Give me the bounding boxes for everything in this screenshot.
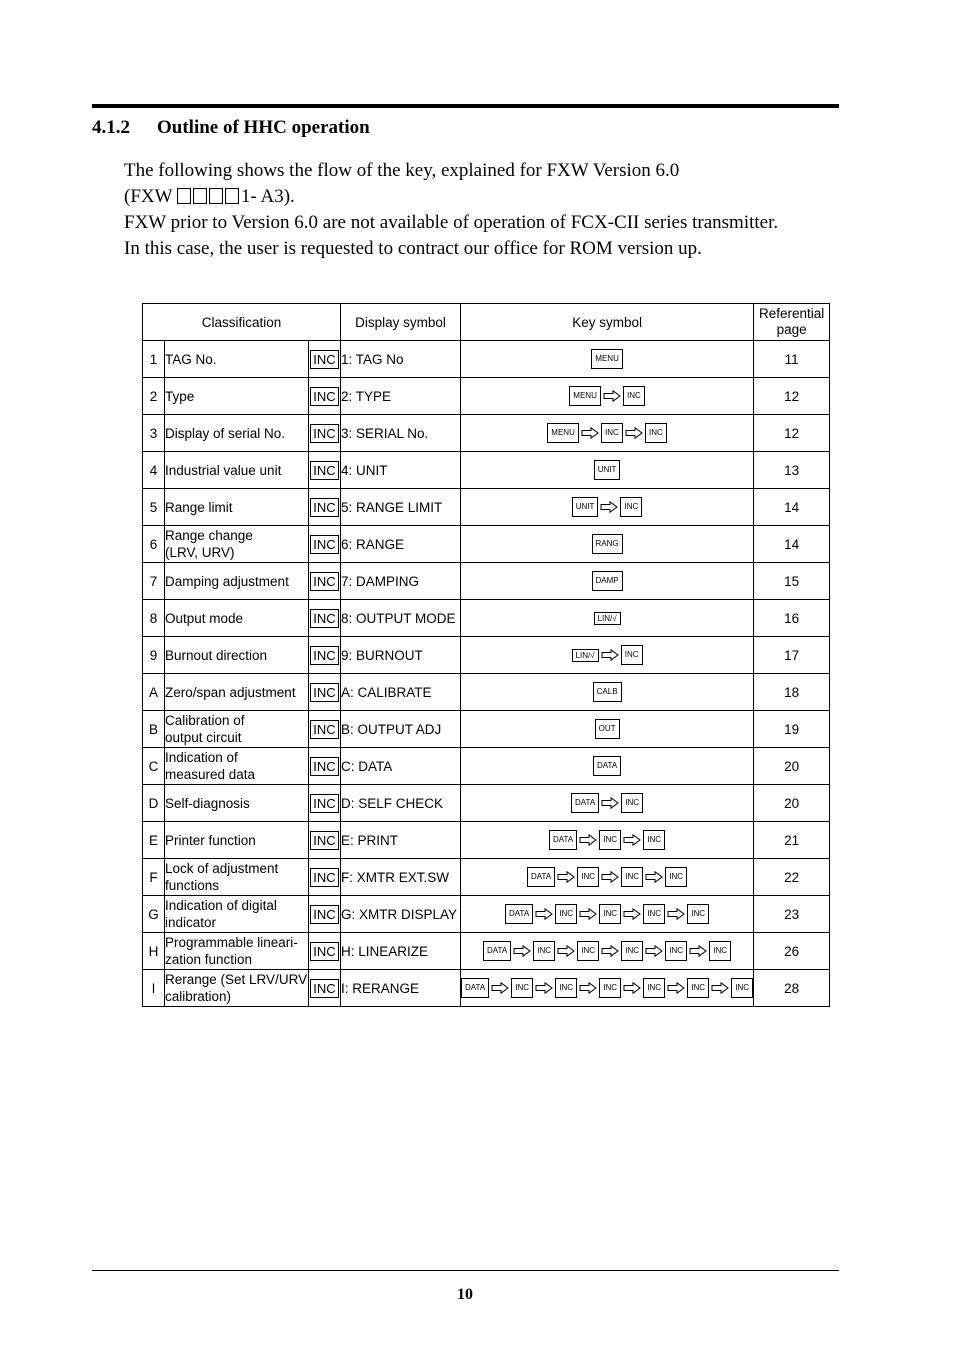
inc-key: INC bbox=[310, 350, 338, 369]
intro-paragraph bbox=[124, 158, 844, 262]
inc-key: INC bbox=[310, 683, 338, 702]
table-row bbox=[143, 748, 830, 785]
key-symbol: INC bbox=[621, 645, 643, 665]
row-key-sequence bbox=[461, 748, 754, 785]
classification-line: measured data bbox=[165, 767, 256, 782]
row-page: 18 bbox=[754, 674, 830, 711]
key-symbol: INC bbox=[665, 867, 687, 887]
key-symbol: INC bbox=[599, 830, 621, 850]
bottom-rule bbox=[92, 1270, 839, 1271]
table-row bbox=[143, 563, 830, 600]
row-key-sequence bbox=[461, 452, 754, 489]
arrow-right-icon bbox=[557, 945, 575, 957]
classification-line: indicator bbox=[165, 915, 217, 930]
row-key-sequence bbox=[461, 822, 754, 859]
key-symbol: RANG bbox=[592, 534, 623, 554]
classification-line: Damping adjustment bbox=[165, 573, 289, 589]
row-inc-cell bbox=[309, 526, 341, 563]
classification-line: Indication of digital bbox=[165, 898, 277, 913]
table-row bbox=[143, 970, 830, 1007]
key-symbol: INC bbox=[620, 497, 642, 517]
arrow-right-icon bbox=[623, 908, 641, 920]
intro-line-2-prefix: (FXW bbox=[124, 186, 173, 207]
row-page: 22 bbox=[754, 859, 830, 896]
inc-key: INC bbox=[310, 794, 338, 813]
key-symbol: INC bbox=[687, 904, 709, 924]
row-key-sequence bbox=[461, 489, 754, 526]
key-symbol: OUT bbox=[595, 719, 620, 739]
row-classification bbox=[165, 526, 309, 563]
row-key-sequence bbox=[461, 711, 754, 748]
row-key-sequence bbox=[461, 341, 754, 378]
row-page: 26 bbox=[754, 933, 830, 970]
arrow-right-icon bbox=[623, 834, 641, 846]
page-number: 10 bbox=[457, 1286, 473, 1303]
row-inc-cell bbox=[309, 785, 341, 822]
row-inc-cell bbox=[309, 896, 341, 933]
arrow-right-icon bbox=[601, 871, 619, 883]
row-page: 12 bbox=[754, 415, 830, 452]
key-symbol: INC bbox=[621, 793, 643, 813]
classification-line: Printer function bbox=[165, 832, 256, 848]
arrow-right-icon bbox=[667, 982, 685, 994]
row-display-symbol: 7: DAMPING bbox=[341, 563, 461, 600]
section-heading bbox=[92, 117, 370, 139]
row-inc-cell bbox=[309, 674, 341, 711]
table-header-row bbox=[143, 304, 830, 341]
row-classification bbox=[165, 452, 309, 489]
inc-key: INC bbox=[310, 387, 338, 406]
table-row bbox=[143, 933, 830, 970]
row-classification bbox=[165, 341, 309, 378]
row-display-symbol: 2: TYPE bbox=[341, 378, 461, 415]
row-display-symbol: H: LINEARIZE bbox=[341, 933, 461, 970]
row-page: 28 bbox=[754, 970, 830, 1007]
classification-line: zation function bbox=[165, 952, 253, 967]
header-classification: Classification bbox=[143, 304, 341, 341]
row-inc-cell bbox=[309, 489, 341, 526]
inc-key: INC bbox=[310, 461, 338, 480]
inc-key: INC bbox=[310, 424, 338, 443]
row-classification bbox=[165, 637, 309, 674]
arrow-right-icon bbox=[600, 501, 618, 513]
row-page: 13 bbox=[754, 452, 830, 489]
key-symbol: INC bbox=[601, 423, 623, 443]
row-index: 2 bbox=[143, 378, 165, 415]
header-key-symbol: Key symbol bbox=[461, 304, 754, 341]
classification-line: Burnout direction bbox=[165, 647, 268, 663]
placeholder-box bbox=[193, 188, 207, 204]
arrow-right-icon bbox=[645, 945, 663, 957]
row-inc-cell bbox=[309, 748, 341, 785]
intro-line-4: In this case, the user is requested to contract our office for ROM version up. bbox=[124, 238, 702, 259]
arrow-right-icon bbox=[535, 908, 553, 920]
row-classification bbox=[165, 748, 309, 785]
table-row bbox=[143, 711, 830, 748]
key-symbol: UNIT bbox=[572, 497, 599, 517]
row-inc-cell bbox=[309, 711, 341, 748]
arrow-right-icon bbox=[625, 427, 643, 439]
arrow-right-icon bbox=[513, 945, 531, 957]
classification-line: Self-diagnosis bbox=[165, 795, 250, 811]
row-classification bbox=[165, 896, 309, 933]
header-display-symbol: Display symbol bbox=[341, 304, 461, 341]
classification-line: TAG No. bbox=[165, 351, 217, 367]
row-inc-cell bbox=[309, 859, 341, 896]
row-display-symbol: 4: UNIT bbox=[341, 452, 461, 489]
key-symbol: CALB bbox=[593, 682, 622, 702]
row-display-symbol: 1: TAG No bbox=[341, 341, 461, 378]
table-row bbox=[143, 526, 830, 563]
row-index: E bbox=[143, 822, 165, 859]
table-row bbox=[143, 674, 830, 711]
classification-line: Output mode bbox=[165, 610, 244, 626]
placeholder-box bbox=[177, 188, 191, 204]
key-symbol: DATA bbox=[549, 830, 577, 850]
row-inc-cell bbox=[309, 452, 341, 489]
key-symbol: INC bbox=[643, 904, 665, 924]
inc-key: INC bbox=[310, 609, 338, 628]
row-classification bbox=[165, 563, 309, 600]
inc-key: INC bbox=[310, 979, 338, 998]
classification-line: Zero/span adjustment bbox=[165, 684, 296, 700]
row-key-sequence bbox=[461, 859, 754, 896]
inc-key: INC bbox=[310, 757, 338, 776]
row-key-sequence bbox=[461, 933, 754, 970]
row-display-symbol: 6: RANGE bbox=[341, 526, 461, 563]
row-page: 20 bbox=[754, 748, 830, 785]
key-symbol: INC bbox=[621, 867, 643, 887]
table-row bbox=[143, 378, 830, 415]
row-inc-cell bbox=[309, 341, 341, 378]
row-classification bbox=[165, 785, 309, 822]
key-symbol: INC bbox=[709, 941, 731, 961]
table-row bbox=[143, 896, 830, 933]
row-inc-cell bbox=[309, 563, 341, 600]
row-key-sequence bbox=[461, 896, 754, 933]
arrow-right-icon bbox=[579, 982, 597, 994]
key-symbol: LIN/√ bbox=[572, 649, 599, 662]
row-classification bbox=[165, 822, 309, 859]
arrow-right-icon bbox=[623, 982, 641, 994]
key-symbol: UNIT bbox=[594, 460, 621, 480]
placeholder-box bbox=[225, 188, 239, 204]
row-classification bbox=[165, 933, 309, 970]
row-display-symbol: I: RERANGE bbox=[341, 970, 461, 1007]
intro-line-2 bbox=[124, 184, 844, 210]
key-symbol: MENU bbox=[569, 386, 601, 406]
classification-line: Type bbox=[165, 388, 195, 404]
classification-line: Range limit bbox=[165, 499, 233, 515]
arrow-right-icon bbox=[581, 427, 599, 439]
classification-line: output circuit bbox=[165, 730, 242, 745]
row-key-sequence bbox=[461, 563, 754, 600]
arrow-right-icon bbox=[579, 908, 597, 920]
key-symbol: INC bbox=[555, 978, 577, 998]
key-symbol: INC bbox=[511, 978, 533, 998]
row-inc-cell bbox=[309, 933, 341, 970]
row-classification bbox=[165, 600, 309, 637]
classification-line: calibration) bbox=[165, 989, 232, 1004]
table-row bbox=[143, 341, 830, 378]
arrow-right-icon bbox=[491, 982, 509, 994]
row-inc-cell bbox=[309, 415, 341, 452]
arrow-right-icon bbox=[601, 797, 619, 809]
classification-line: Calibration of bbox=[165, 713, 245, 728]
arrow-right-icon bbox=[535, 982, 553, 994]
row-display-symbol: B: OUTPUT ADJ bbox=[341, 711, 461, 748]
key-symbol: INC bbox=[623, 386, 645, 406]
key-symbol: LIN/√ bbox=[594, 612, 621, 625]
top-rule bbox=[92, 104, 839, 108]
row-key-sequence bbox=[461, 378, 754, 415]
row-page: 21 bbox=[754, 822, 830, 859]
classification-line: functions bbox=[165, 878, 220, 893]
row-classification bbox=[165, 970, 309, 1007]
row-classification bbox=[165, 674, 309, 711]
row-index: I bbox=[143, 970, 165, 1007]
row-key-sequence bbox=[461, 674, 754, 711]
key-symbol: INC bbox=[687, 978, 709, 998]
key-symbol: MENU bbox=[547, 423, 579, 443]
inc-key: INC bbox=[310, 498, 338, 517]
arrow-right-icon bbox=[667, 908, 685, 920]
section-number: 4.1.2 bbox=[92, 117, 130, 138]
row-index: C bbox=[143, 748, 165, 785]
row-classification bbox=[165, 859, 309, 896]
row-inc-cell bbox=[309, 970, 341, 1007]
key-symbol: INC bbox=[533, 941, 555, 961]
classification-line: Range change bbox=[165, 528, 253, 543]
arrow-right-icon bbox=[603, 390, 621, 402]
key-symbol: INC bbox=[599, 978, 621, 998]
key-symbol: INC bbox=[599, 904, 621, 924]
key-symbol: INC bbox=[731, 978, 753, 998]
row-display-symbol: 3: SERIAL No. bbox=[341, 415, 461, 452]
inc-key: INC bbox=[310, 720, 338, 739]
inc-key: INC bbox=[310, 535, 338, 554]
row-key-sequence bbox=[461, 526, 754, 563]
row-index: 9 bbox=[143, 637, 165, 674]
row-display-symbol: D: SELF CHECK bbox=[341, 785, 461, 822]
table-row bbox=[143, 489, 830, 526]
key-symbol: DATA bbox=[461, 978, 489, 998]
row-index: F bbox=[143, 859, 165, 896]
table-body bbox=[143, 341, 830, 1007]
row-page: 19 bbox=[754, 711, 830, 748]
row-display-symbol: C: DATA bbox=[341, 748, 461, 785]
inc-key: INC bbox=[310, 831, 338, 850]
row-key-sequence bbox=[461, 600, 754, 637]
row-page: 20 bbox=[754, 785, 830, 822]
key-symbol: INC bbox=[645, 423, 667, 443]
arrow-right-icon bbox=[601, 649, 619, 661]
classification-line: Industrial value unit bbox=[165, 462, 282, 478]
row-index: A bbox=[143, 674, 165, 711]
row-index: 5 bbox=[143, 489, 165, 526]
key-symbol: MENU bbox=[591, 349, 623, 369]
intro-line-1: The following shows the flow of the key, explained for FXW Version 6.0 bbox=[124, 160, 680, 181]
row-index: 8 bbox=[143, 600, 165, 637]
section-title: Outline of HHC operation bbox=[157, 117, 370, 138]
row-index: G bbox=[143, 896, 165, 933]
row-page: 14 bbox=[754, 526, 830, 563]
inc-key: INC bbox=[310, 905, 338, 924]
row-key-sequence bbox=[461, 415, 754, 452]
row-display-symbol: A: CALIBRATE bbox=[341, 674, 461, 711]
key-symbol: DATA bbox=[527, 867, 555, 887]
row-page: 16 bbox=[754, 600, 830, 637]
placeholder-box bbox=[209, 188, 223, 204]
intro-line-3: FXW prior to Version 6.0 are not available of operation of FCX-CII series transmitter. bbox=[124, 212, 779, 233]
key-symbol: DATA bbox=[505, 904, 533, 924]
classification-line: Programmable lineari- bbox=[165, 935, 298, 950]
table-row bbox=[143, 637, 830, 674]
classification-line: Indication of bbox=[165, 750, 238, 765]
key-symbol: INC bbox=[577, 867, 599, 887]
header-referential-page bbox=[754, 304, 830, 341]
arrow-right-icon bbox=[579, 834, 597, 846]
key-symbol: INC bbox=[621, 941, 643, 961]
row-classification bbox=[165, 489, 309, 526]
table-row bbox=[143, 452, 830, 489]
header-ref-line-1: Referential bbox=[759, 306, 825, 321]
arrow-right-icon bbox=[711, 982, 729, 994]
table-row bbox=[143, 859, 830, 896]
key-symbol: INC bbox=[555, 904, 577, 924]
arrow-right-icon bbox=[557, 871, 575, 883]
inc-key: INC bbox=[310, 942, 338, 961]
row-page: 12 bbox=[754, 378, 830, 415]
row-inc-cell bbox=[309, 378, 341, 415]
arrow-right-icon bbox=[601, 945, 619, 957]
row-inc-cell bbox=[309, 637, 341, 674]
row-classification bbox=[165, 378, 309, 415]
key-symbol: DATA bbox=[571, 793, 599, 813]
row-index: 6 bbox=[143, 526, 165, 563]
key-symbol: DATA bbox=[593, 756, 621, 776]
row-page: 23 bbox=[754, 896, 830, 933]
row-index: B bbox=[143, 711, 165, 748]
classification-line: Rerange (Set LRV/URV bbox=[165, 972, 308, 987]
row-index: 3 bbox=[143, 415, 165, 452]
classification-line: (LRV, URV) bbox=[165, 545, 235, 560]
operation-table bbox=[142, 303, 830, 1007]
table-row bbox=[143, 785, 830, 822]
key-symbol: INC bbox=[665, 941, 687, 961]
row-display-symbol: E: PRINT bbox=[341, 822, 461, 859]
key-symbol: INC bbox=[577, 941, 599, 961]
classification-line: Lock of adjustment bbox=[165, 861, 279, 876]
row-classification bbox=[165, 415, 309, 452]
row-page: 17 bbox=[754, 637, 830, 674]
arrow-right-icon bbox=[689, 945, 707, 957]
row-page: 15 bbox=[754, 563, 830, 600]
row-display-symbol: 5: RANGE LIMIT bbox=[341, 489, 461, 526]
row-index: 7 bbox=[143, 563, 165, 600]
inc-key: INC bbox=[310, 646, 338, 665]
row-index: D bbox=[143, 785, 165, 822]
row-key-sequence bbox=[461, 970, 754, 1007]
row-key-sequence bbox=[461, 637, 754, 674]
row-display-symbol: 9: BURNOUT bbox=[341, 637, 461, 674]
intro-line-2-suffix: 1- A3). bbox=[240, 186, 295, 207]
classification-line: Display of serial No. bbox=[165, 425, 286, 441]
row-index: 1 bbox=[143, 341, 165, 378]
row-inc-cell bbox=[309, 600, 341, 637]
key-symbol: INC bbox=[643, 978, 665, 998]
table-row bbox=[143, 600, 830, 637]
inc-key: INC bbox=[310, 868, 338, 887]
table-row bbox=[143, 415, 830, 452]
row-page: 14 bbox=[754, 489, 830, 526]
row-display-symbol: F: XMTR EXT.SW bbox=[341, 859, 461, 896]
key-symbol: INC bbox=[643, 830, 665, 850]
row-key-sequence bbox=[461, 785, 754, 822]
row-inc-cell bbox=[309, 822, 341, 859]
row-classification bbox=[165, 711, 309, 748]
row-index: 4 bbox=[143, 452, 165, 489]
row-display-symbol: G: XMTR DISPLAY bbox=[341, 896, 461, 933]
arrow-right-icon bbox=[645, 871, 663, 883]
inc-key: INC bbox=[310, 572, 338, 591]
header-ref-line-2: page bbox=[776, 322, 807, 337]
row-display-symbol: 8: OUTPUT MODE bbox=[341, 600, 461, 637]
row-page: 11 bbox=[754, 341, 830, 378]
key-symbol: DAMP bbox=[592, 571, 623, 591]
row-index: H bbox=[143, 933, 165, 970]
table-row bbox=[143, 822, 830, 859]
key-symbol: DATA bbox=[483, 941, 511, 961]
